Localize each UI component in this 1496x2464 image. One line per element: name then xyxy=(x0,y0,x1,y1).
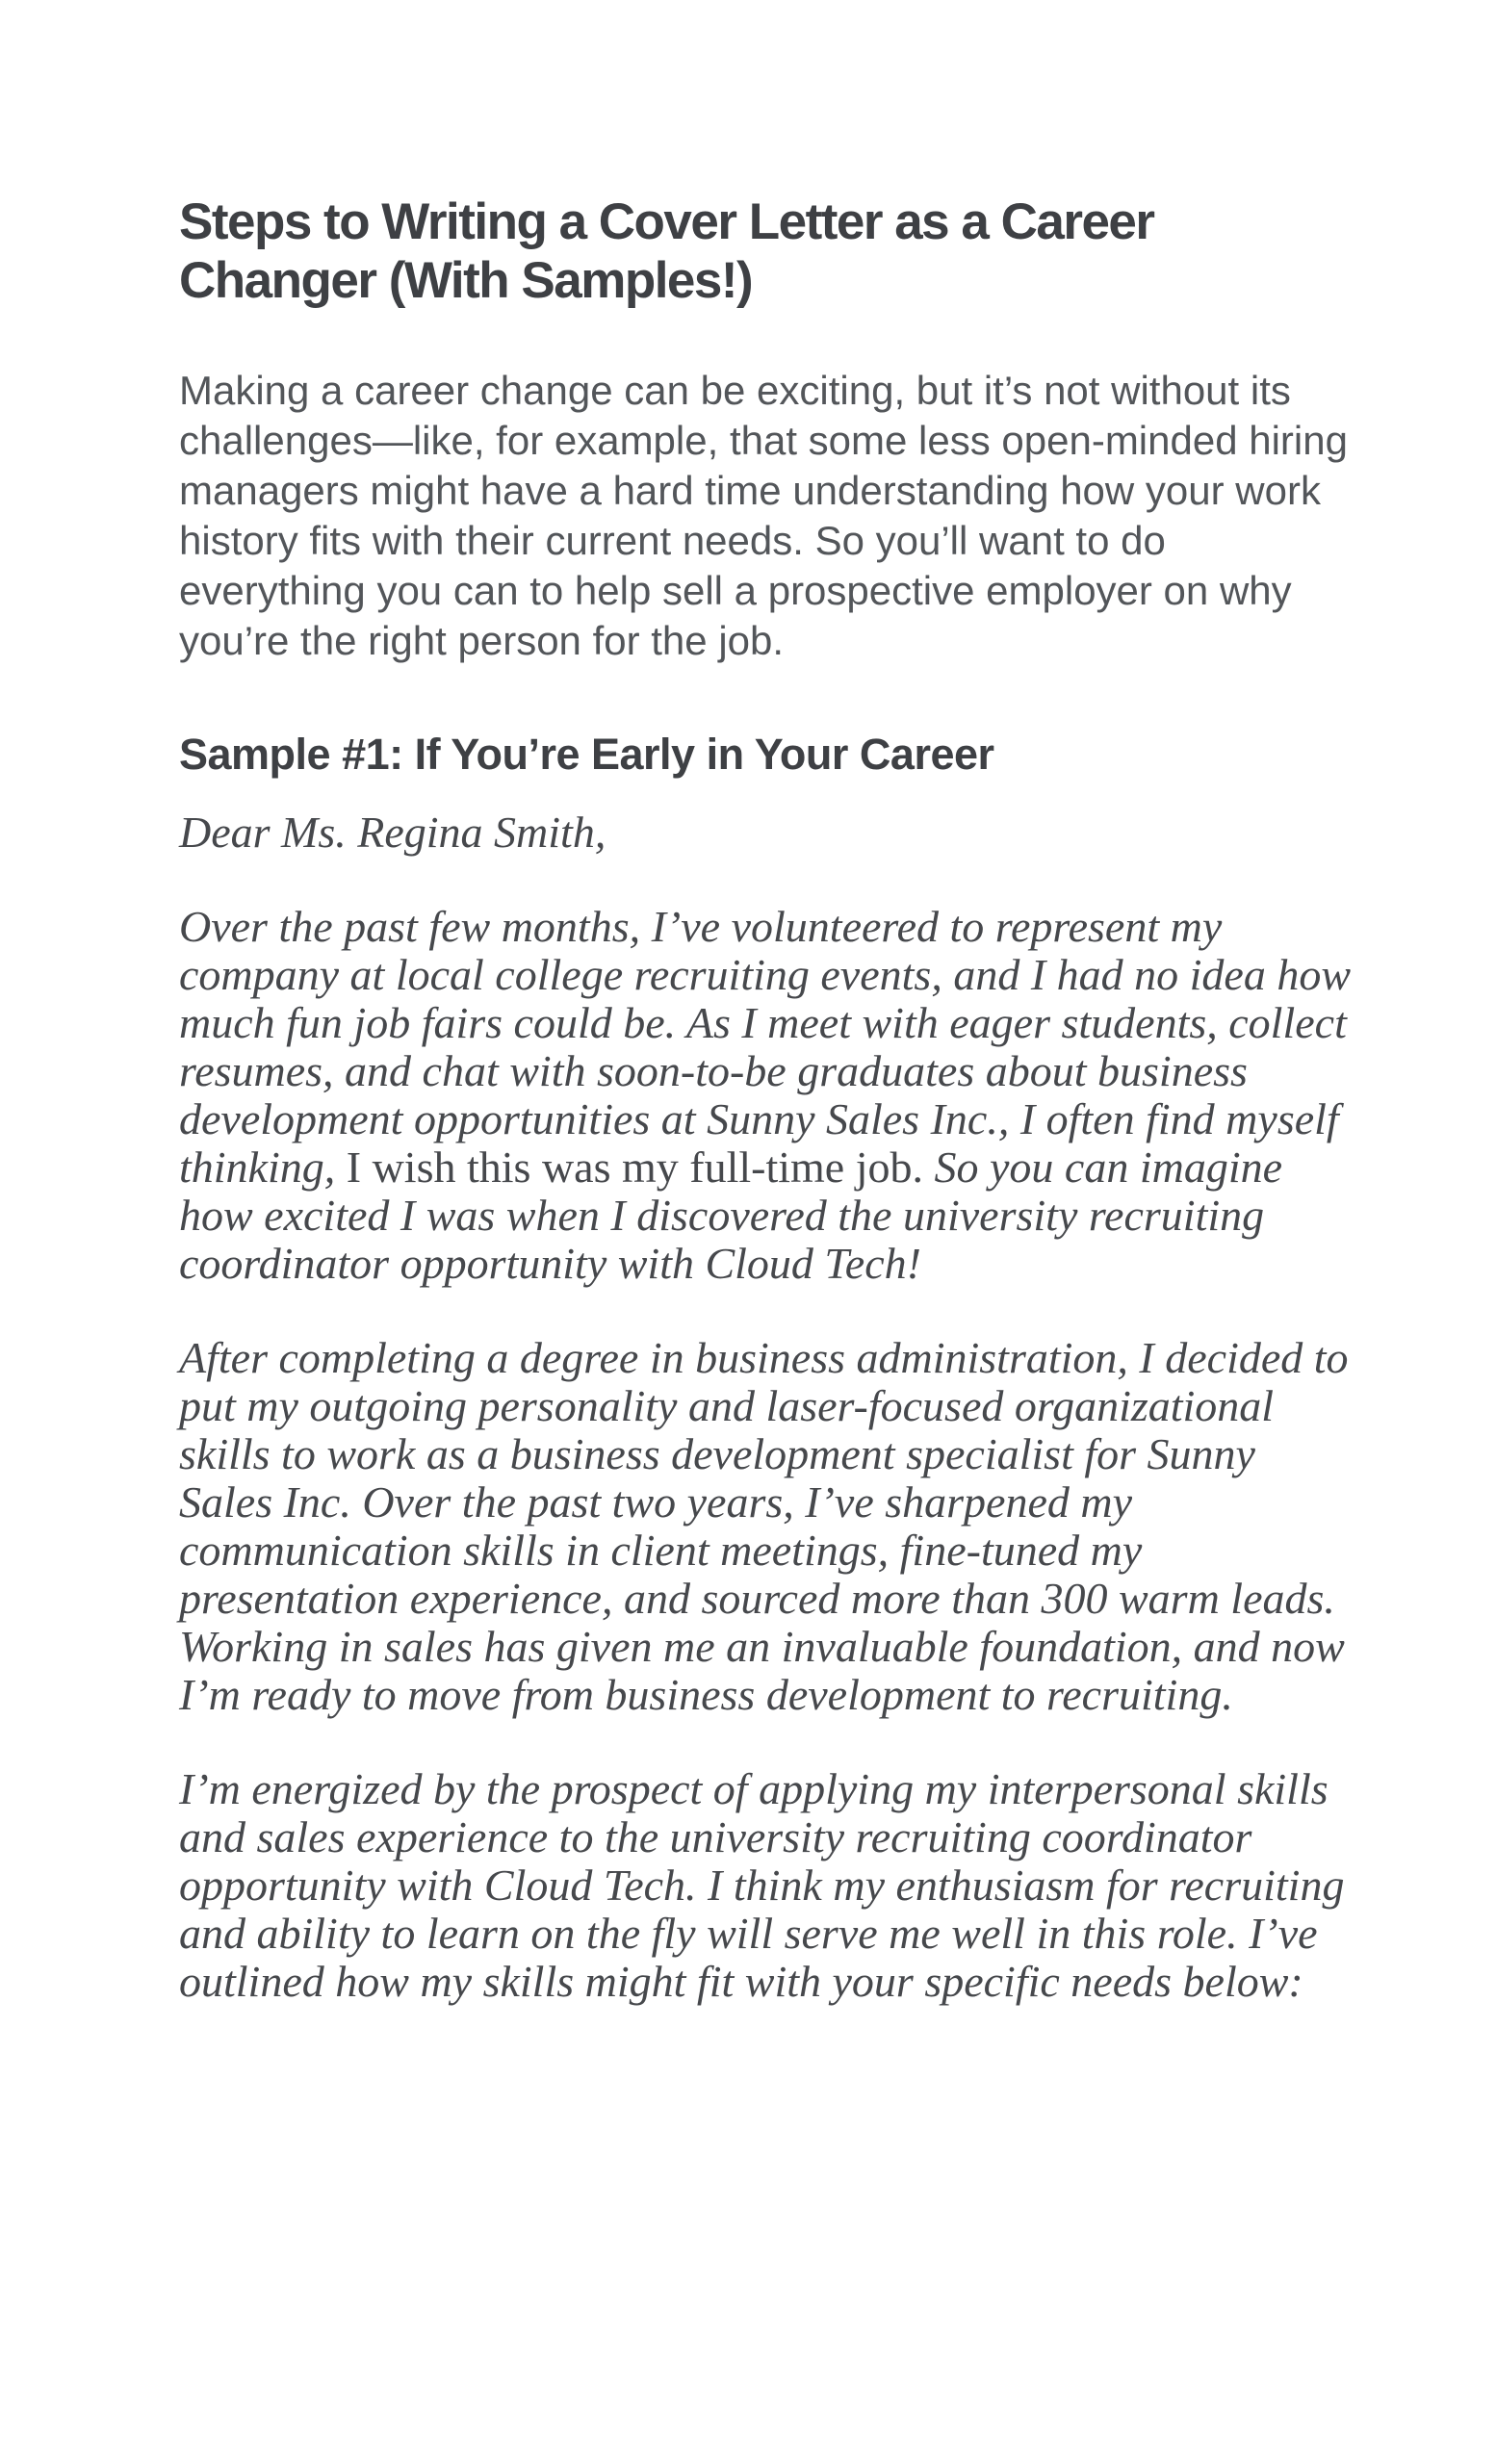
intro-paragraph: Making a career change can be exciting, but it’s not without its challenges—like, for example, that some less open-minded hiring managers might have a hard time understanding how your work history fits with their current needs. So you’ll want to do everything you can to help sell a prospective employer on why you’re the right person for the job. xyxy=(179,368,1348,663)
letter-p1-italic-lead: Over the past few months, I’ve volunteered to represent my company at local college recruiting events, and I had no idea how much fun job fairs could be. As I meet with eager students, collect resumes, and chat with soon-to-be graduates about business development opportunities at Sunny Sales Inc., I often find myself thinking, xyxy=(179,902,1352,1192)
sample1-heading: Sample #1: If You’re Early in Your Career xyxy=(179,730,994,779)
letter-paragraph-2: After completing a degree in business administration, I decided to put my outgoing personality and laser-focused organizational skills to work as a business development specialist for Sunny Sales Inc. Over the past two years, I’ve sharpened my communication skills in client meetings, fine-tuned my presentation experience, and sourced more than 300 warm leads. Working in sales has given me an invaluable foundation, and now I’m ready to move from business development to recruiting. xyxy=(179,1333,1349,1719)
letter-p1-italic-tail: So you can imagine how excited I was when I discovered the university recruiting coordinator opportunity with Cloud Tech! xyxy=(179,1142,1283,1288)
article-title: Steps to Writing a Cover Letter as a Career Changer (With Samples!) xyxy=(179,193,1154,309)
letter-p1-roman-emphasis: I wish this was my full-time job. xyxy=(346,1142,924,1192)
letter-paragraph-1 xyxy=(179,903,1352,1288)
letter-paragraph-3: I’m energized by the prospect of applying my interpersonal skills and sales experience to the university recruiting coordinator opportunity with Cloud Tech. I think my enthusiasm for recruiting and ability to learn on the fly will serve me well in this role. I’ve outlined how my skills might fit with your specific needs below: xyxy=(179,1764,1345,2006)
letter-salutation: Dear Ms. Regina Smith, xyxy=(179,808,606,857)
